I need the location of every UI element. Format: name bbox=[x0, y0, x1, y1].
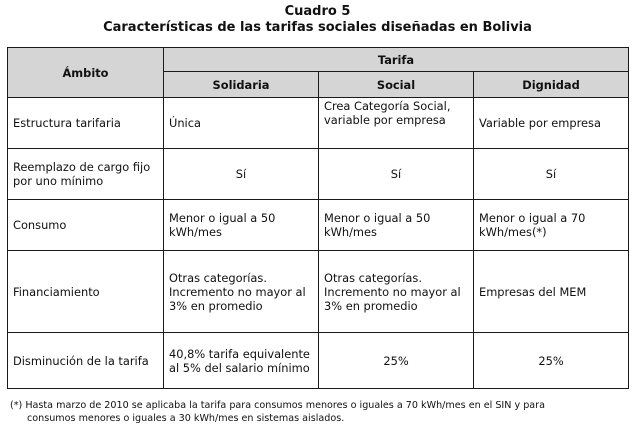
cell-social: 25% bbox=[319, 333, 474, 389]
table-row bbox=[8, 333, 629, 389]
cell-dignidad: Menor o igual a 70 kWh/mes(*) bbox=[474, 200, 629, 251]
row-label: Financiamiento bbox=[8, 251, 164, 333]
row-label: Disminución de la tarifa bbox=[8, 333, 164, 389]
table-title: Cuadro 5 bbox=[284, 4, 351, 19]
cell-social: Otras categorías. Incremento no mayor al 3% en promedio bbox=[319, 251, 474, 333]
cell-solidaria: Menor o igual a 50 kWh/mes bbox=[164, 200, 319, 251]
footnote-line-1: (*) Hasta marzo de 2010 se aplicaba la tarifa para consumos menores o iguales a 70 kWh/mes en el SIN y para bbox=[10, 400, 546, 411]
header-dignidad: Dignidad bbox=[474, 72, 629, 98]
header-solidaria: Solidaria bbox=[164, 72, 319, 98]
table-row bbox=[8, 98, 629, 149]
cell-dignidad: Sí bbox=[474, 149, 629, 200]
footnote-line-2: consumos menores o iguales a 30 kWh/mes en sistemas aislados. bbox=[27, 413, 345, 424]
cell-solidaria: Sí bbox=[164, 149, 319, 200]
table-row bbox=[8, 200, 629, 251]
row-label: Estructura tarifaria bbox=[8, 98, 164, 149]
cell-dignidad: 25% bbox=[474, 333, 629, 389]
cell-solidaria: 40,8% tarifa equivalente al 5% del salario mínimo bbox=[164, 333, 319, 389]
cell-dignidad: Variable por empresa bbox=[474, 98, 629, 149]
header-ambito: Ámbito bbox=[8, 48, 164, 98]
table-row bbox=[8, 149, 629, 200]
row-label: Consumo bbox=[8, 200, 164, 251]
cell-social: Menor o igual a 50 kWh/mes bbox=[319, 200, 474, 251]
header-row-1 bbox=[8, 48, 629, 72]
table-subtitle: Características de las tarifas sociales diseñadas en Bolivia bbox=[103, 20, 532, 35]
table-row bbox=[8, 251, 629, 333]
tariff-table bbox=[7, 47, 629, 389]
footnote bbox=[10, 399, 630, 425]
row-label: Reemplazo de cargo fijo por uno mínimo bbox=[8, 149, 164, 200]
header-social: Social bbox=[319, 72, 474, 98]
cell-social: Crea Categoría Social, variable por empresa bbox=[319, 98, 474, 149]
cell-solidaria: Otras categorías. Incremento no mayor al 3% en promedio bbox=[164, 251, 319, 333]
cell-solidaria: Única bbox=[164, 98, 319, 149]
header-tarifa: Tarifa bbox=[164, 48, 629, 72]
cell-dignidad: Empresas del MEM bbox=[474, 251, 629, 333]
cell-social: Sí bbox=[319, 149, 474, 200]
